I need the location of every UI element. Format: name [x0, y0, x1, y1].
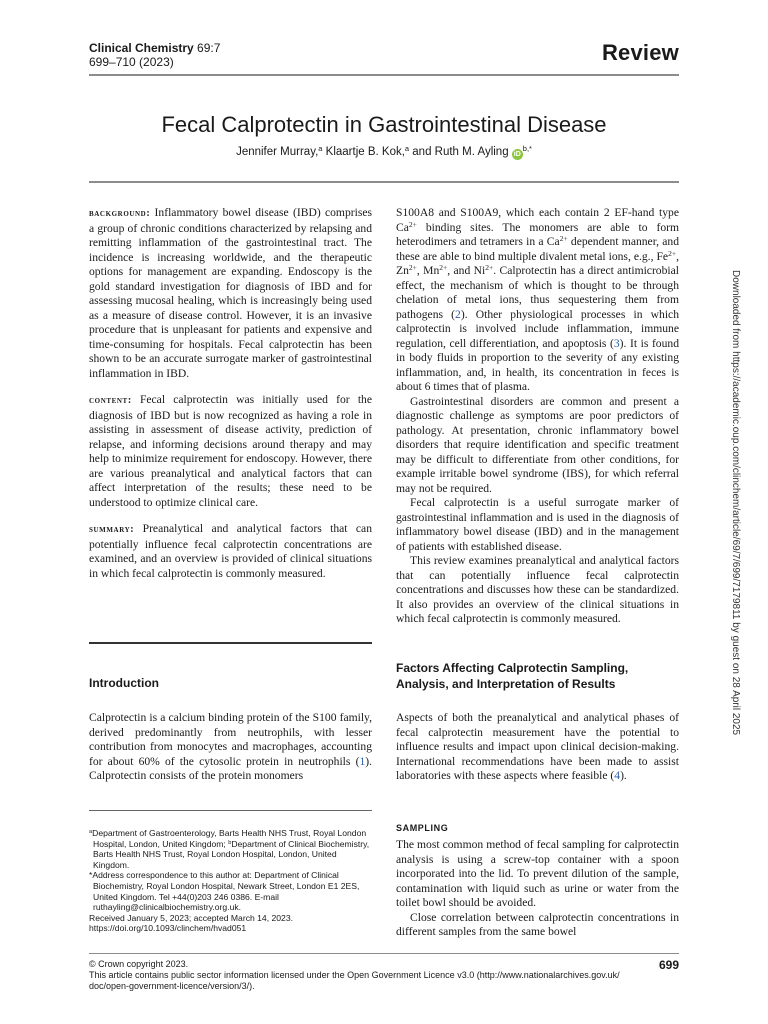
author-3: and Ruth M. Ayling [409, 146, 512, 158]
article-type: Review [601, 40, 679, 65]
footnotes [89, 828, 372, 934]
affiliations: $^a$Department of Gastroenterology, Barts Health NHS Trust, Royal London Hospital, London, United Kingdom; $^b$Department of Clinical Biochemistry, Barts Health NHS Trust, Royal London Hospital, London, United Kingdom. [89, 828, 370, 870]
page-number: 699 [658, 958, 679, 972]
abstract-content: content: Fecal calprotectin was initially used for the diagnosis of IBD but is now recognized as having a role in assisting in assessment of disease activity, prediction of relapse, and informing decisions around therapy and may help to minimize requirement for endoscopy. However, there are various preanalytical and analytical factors that can affect interpretation of the results; these need to be understood to optimize clinical care. [89, 393, 372, 509]
abstract-background: background: Inflammatory bowel disease (IBD) comprises a group of chronic conditions characterized by relapsing and remitting inflammation of the gastrointestinal tract. The incidence is increasing worldwide, and the therapeutic options for management are expanding. Endoscopy is the gold standard investigation for diagnosis of IBD and for assessing mucosal healing, which is increasingly being used as a measure of disease control. However, it is an invasive procedure that is unpleasant for patients and expensive and time-consuming for hospitals. Fecal calprotectin has been shown to be an accurate surrogate marker of gastrointestinal inflammation in IBD. [89, 206, 372, 380]
sampling-text [396, 838, 679, 940]
author-list [0, 143, 768, 160]
paragraph: The most common method of fecal sampling for calprotectin analysis is using a screw-top container with a spoon incorporated into the lid. To prevent dilution of the sample, contamination with liquid such as urine or water from the toilet bowl should be avoided. [396, 838, 679, 909]
author-3-affil: b,* [522, 143, 532, 153]
factors-heading: Factors Affecting Calprotectin Sampling, Analysis, and Interpretation of Results [396, 661, 629, 691]
footer-rule [89, 953, 679, 954]
summary-label: summary: [89, 524, 135, 535]
background-label: background: [89, 208, 151, 219]
title-rule [89, 181, 679, 183]
journal-pages: 699–710 (2023) [89, 55, 174, 69]
paragraph: Close correlation between calprotectin concentrations in different samples from the same bowel [396, 910, 679, 938]
reference-link[interactable]: 1 [359, 754, 366, 768]
abstract-end-rule [89, 642, 372, 644]
reference-link[interactable]: 4 [614, 769, 621, 782]
sampling-heading: SAMPLING [396, 823, 449, 833]
journal-citation [89, 41, 220, 69]
footnote-rule [89, 810, 372, 811]
factors-text: Aspects of both the preanalytical and analytical phases of fecal calprotectin measurement have the potential to influence results and impact upon clinical decision-making. International recommendations have been made to assist laboratories with these aspects where feasible (4). [396, 711, 679, 782]
introduction-heading: Introduction [89, 676, 159, 690]
received-dates: Received January 5, 2023; accepted March 14, 2023. [89, 912, 293, 923]
paragraph: Fecal calprotectin is a useful surrogate marker of gastrointestinal inflammation and is used in the diagnosis of inflammatory bowel disease (IBD) and in the management of patients with established disease. [396, 496, 679, 553]
journal-name: Clinical Chemistry [89, 41, 194, 55]
doi-link[interactable]: https://doi.org/10.1093/clinchem/hvad051 [89, 923, 247, 934]
abstract-summary: summary: Preanalytical and analytical factors that can potentially influence fecal calprotectin concentrations are examined, and an overview is provided of clinical situations in which fecal calprotectin is commonly measured. [89, 522, 372, 580]
correspondence: *Address correspondence to this author at: Department of Clinical Biochemistry, Royal London Hospital, Newark Street, London E1 2ES, United Kingdom. Tel +44(0)203 246 0386. E-mail ruthayling@clinicalbiochemistry.org.uk. [89, 870, 360, 913]
content-label: content: [89, 395, 132, 406]
author-2: Klaartje B. Kok, [322, 146, 405, 158]
reference-link[interactable]: 2 [455, 307, 461, 321]
journal-volume: 69:7 [197, 41, 221, 55]
paragraph: Gastrointestinal disorders are common and present a diagnostic challenge as symptoms are poor predictors of pathology. At presentation, chronic inflammatory bowel disorders that require identification and specific treatment may be difficult to differentiate from other conditions, for example irritable bowel syndrome (IBS), for which referral may not be required. [396, 394, 679, 495]
abstract [89, 206, 372, 581]
paragraph: This review examines preanalytical and analytical factors that can potentially influence fecal calprotectin concentrations and discusses how these can be standardized. It also provides an overview of the clinical situations in which fecal calprotectin is commonly measured. [396, 554, 679, 625]
copyright-notice: © Crown copyright 2023. This article contains public sector information licensed under the Open Government Licence v3.0 (http://www.nationalarchives.gov.uk/ doc/open-government-licence/version/3/). [89, 959, 620, 991]
header-rule [89, 74, 679, 76]
right-column-text [396, 206, 679, 627]
introduction-text: Calprotectin is a calcium binding protein of the S100 family, derived predominantly from neutrophils, with lesser contribution from monocytes and macrophages, accounting for about 60% of the cytosolic protein in neutrophils (1). Calprotectin consists of the protein monomers [89, 711, 372, 782]
reference-link[interactable]: 3 [613, 336, 620, 350]
paragraph: S100A8 and S100A9, which each contain 2 EF-hand type $Ca^{2+}$ binding sites. The monomers are able to form heterodimers and tetramers in a $Ca^{2+}$ dependent manner, and these are able to bind multiple divalent metal ions, e.g., $Fe^{2+}$, $Zn^{2+}$, $Mn^{2+}$, and $Ni^{2+}$. Calprotectin has a direct antimicrobial effect, the mechanism of which is thought to be through chelation of metal ions, thus sequestering them from pathogens (2). Other physiological processes in which calprotectin is involved include inflammation, immune regulation, cell differentiation, and apoptosis (3). It is found in body fluids in proportion to the severity of any existing inflammation, and, in health, its concentration in feces is about 6 times that of plasma. [396, 206, 679, 393]
article-title: Fecal Calprotectin in Gastrointestinal Disease [161, 112, 607, 137]
author-1-affil: a [318, 143, 323, 153]
author-1: Jennifer Murray, [236, 146, 319, 158]
orcid-icon[interactable]: iD [513, 151, 521, 158]
author-2-affil: a [404, 143, 410, 153]
download-watermark: Downloaded from https://academic.oup.com/clinchem/article/69/7/699/7179811 by guest on 28 April 2025 [730, 270, 741, 736]
